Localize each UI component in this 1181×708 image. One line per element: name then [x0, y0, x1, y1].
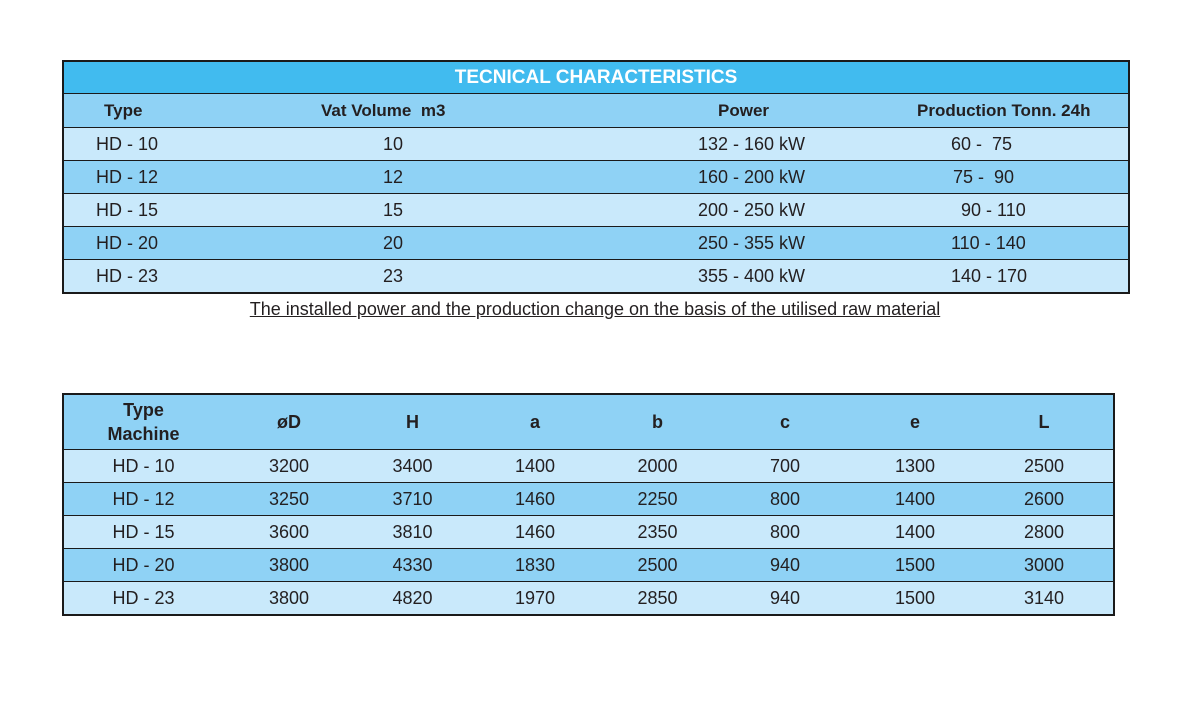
cell-type: HD - 10	[63, 450, 223, 483]
cell-vat-volume: 10	[253, 128, 523, 161]
cell-h: 3400	[355, 450, 470, 483]
header-b: b	[600, 394, 715, 450]
cell-b: 2350	[600, 516, 715, 549]
table-row	[63, 516, 1114, 549]
cell-b: 2250	[600, 483, 715, 516]
cell-production: 75 - 90	[853, 161, 1129, 194]
cell-a: 1400	[470, 450, 600, 483]
table-row	[63, 450, 1114, 483]
cell-type: HD - 23	[63, 260, 253, 294]
cell-type: HD - 10	[63, 128, 253, 161]
cell-b: 2000	[600, 450, 715, 483]
cell-diameter: 3200	[223, 450, 355, 483]
cell-c: 800	[715, 483, 855, 516]
cell-vat-volume: 20	[253, 227, 523, 260]
table-title: TECNICAL CHARACTERISTICS	[63, 61, 1129, 94]
technical-characteristics-table	[62, 60, 1130, 294]
cell-diameter: 3600	[223, 516, 355, 549]
header-machine-line: Machine	[107, 424, 180, 444]
cell-l: 2500	[975, 450, 1114, 483]
cell-b: 2500	[600, 549, 715, 582]
table-row	[63, 483, 1114, 516]
cell-power: 132 - 160 kW	[523, 128, 853, 161]
header-type-line: Type	[123, 400, 164, 420]
table-row	[63, 128, 1129, 161]
table-row	[63, 194, 1129, 227]
header-power: Power	[523, 94, 853, 128]
header-a: a	[470, 394, 600, 450]
header-type-machine	[63, 394, 223, 450]
cell-power: 355 - 400 kW	[523, 260, 853, 294]
cell-h: 3810	[355, 516, 470, 549]
cell-a: 1460	[470, 483, 600, 516]
cell-e: 1500	[855, 582, 975, 616]
cell-b: 2850	[600, 582, 715, 616]
cell-type: HD - 23	[63, 582, 223, 616]
table-row	[63, 227, 1129, 260]
cell-c: 940	[715, 549, 855, 582]
header-diameter: øD	[223, 394, 355, 450]
dimensions-table	[62, 393, 1115, 616]
cell-type: HD - 12	[63, 483, 223, 516]
cell-c: 800	[715, 516, 855, 549]
cell-type: HD - 15	[63, 516, 223, 549]
cell-vat-volume: 12	[253, 161, 523, 194]
cell-e: 1400	[855, 483, 975, 516]
header-c: c	[715, 394, 855, 450]
cell-production: 140 - 170	[853, 260, 1129, 294]
header-vat-volume: Vat Volume m3	[253, 94, 523, 128]
table-row	[63, 549, 1114, 582]
cell-l: 3140	[975, 582, 1114, 616]
cell-production: 110 - 140	[853, 227, 1129, 260]
header-e: e	[855, 394, 975, 450]
header-type: Type	[63, 94, 253, 128]
cell-type: HD - 20	[63, 549, 223, 582]
cell-diameter: 3250	[223, 483, 355, 516]
header-production: Production Tonn. 24h	[853, 94, 1129, 128]
cell-c: 940	[715, 582, 855, 616]
cell-h: 4820	[355, 582, 470, 616]
cell-l: 2800	[975, 516, 1114, 549]
cell-type: HD - 20	[63, 227, 253, 260]
cell-a: 1970	[470, 582, 600, 616]
cell-type: HD - 15	[63, 194, 253, 227]
cell-power: 250 - 355 kW	[523, 227, 853, 260]
table-row	[63, 161, 1129, 194]
cell-type: HD - 12	[63, 161, 253, 194]
cell-production: 90 - 110	[853, 194, 1129, 227]
table-row	[63, 260, 1129, 294]
cell-power: 160 - 200 kW	[523, 161, 853, 194]
cell-e: 1300	[855, 450, 975, 483]
cell-c: 700	[715, 450, 855, 483]
cell-l: 3000	[975, 549, 1114, 582]
cell-production: 60 - 75	[853, 128, 1129, 161]
table-row	[63, 582, 1114, 616]
cell-e: 1400	[855, 516, 975, 549]
cell-power: 200 - 250 kW	[523, 194, 853, 227]
table-header-row	[63, 94, 1129, 128]
header-h: H	[355, 394, 470, 450]
cell-e: 1500	[855, 549, 975, 582]
cell-diameter: 3800	[223, 549, 355, 582]
table-title-row	[63, 61, 1129, 94]
cell-a: 1460	[470, 516, 600, 549]
cell-h: 4330	[355, 549, 470, 582]
cell-vat-volume: 15	[253, 194, 523, 227]
cell-diameter: 3800	[223, 582, 355, 616]
table-header-row	[63, 394, 1114, 450]
cell-h: 3710	[355, 483, 470, 516]
cell-l: 2600	[975, 483, 1114, 516]
footnote: The installed power and the production change on the basis of the utilised raw material	[249, 299, 941, 319]
header-l: L	[975, 394, 1114, 450]
cell-vat-volume: 23	[253, 260, 523, 294]
cell-a: 1830	[470, 549, 600, 582]
